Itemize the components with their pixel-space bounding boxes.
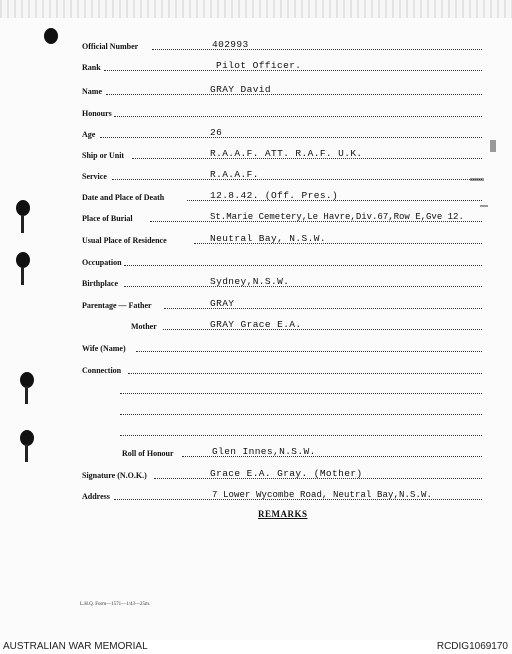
dotted-line — [128, 373, 482, 374]
dotted-line — [120, 393, 482, 394]
scan-speck — [480, 205, 488, 207]
field-wife — [0, 340, 512, 354]
field-value: R.A.A.F. ATT. R.A.F. U.K. — [210, 148, 363, 159]
dotted-line — [120, 414, 482, 415]
field-label: Place of Burial — [82, 214, 133, 223]
dotted-line — [120, 435, 482, 436]
field-official-number — [0, 38, 512, 52]
field-label: Connection — [82, 366, 122, 375]
field-label: Usual Place of Residence — [82, 236, 167, 245]
field-address — [0, 488, 512, 502]
dotted-line — [106, 94, 482, 95]
field-signature — [0, 467, 512, 481]
field-age — [0, 126, 512, 140]
field-mother — [0, 318, 512, 332]
dotted-line — [124, 265, 482, 266]
field-service — [0, 168, 512, 182]
field-value: Glen Innes,N.S.W. — [212, 446, 316, 457]
footer-source: AUSTRALIAN WAR MEMORIAL — [3, 641, 148, 652]
field-value: 12.8.42. (Off. Pres.) — [210, 190, 339, 201]
dotted-line — [114, 116, 482, 117]
dotted-line — [136, 351, 482, 352]
field-label: Mother — [131, 322, 157, 331]
field-label: Service — [82, 172, 107, 181]
print-code: L.H.Q. Form—1571—1/43—25m. — [80, 602, 151, 607]
field-residence — [0, 232, 512, 246]
field-label: Date and Place of Death — [82, 193, 165, 202]
connection-line — [0, 403, 512, 417]
field-burial — [0, 210, 512, 224]
field-value: GRAY David — [210, 84, 272, 95]
field-value: GRAY — [210, 298, 235, 309]
field-label: Parentage — Father — [82, 301, 152, 310]
field-label: Honours — [82, 109, 112, 118]
field-label: Age — [82, 130, 96, 139]
field-father — [0, 297, 512, 311]
field-value: 26 — [210, 127, 223, 138]
footer-id: RCDIG1069170 — [436, 641, 508, 652]
field-connection — [0, 362, 512, 376]
field-value: Sydney,N.S.W. — [210, 276, 290, 287]
field-label: Birthplace — [82, 279, 118, 288]
field-label: Official Number — [82, 42, 139, 51]
field-death — [0, 189, 512, 203]
field-label: Name — [82, 87, 102, 96]
field-label: Signature (N.O.K.) — [82, 471, 147, 480]
dotted-line — [124, 286, 482, 287]
field-label: Ship or Unit — [82, 151, 125, 160]
field-ship-or-unit — [0, 147, 512, 161]
field-value: Grace E.A. Gray. (Mother) — [210, 468, 363, 479]
field-label: Rank — [82, 63, 101, 72]
scan-edge — [0, 0, 512, 18]
field-occupation — [0, 254, 512, 268]
connection-line — [0, 382, 512, 396]
field-value: GRAY Grace E.A. — [210, 319, 302, 330]
field-birthplace — [0, 275, 512, 289]
field-value: Pilot Officer. — [216, 60, 302, 71]
field-rank — [0, 59, 512, 73]
footer-bar — [0, 640, 512, 654]
dotted-line — [112, 179, 482, 180]
field-label: Roll of Honour — [122, 449, 174, 458]
field-roll-of-honour — [0, 445, 512, 459]
dotted-line — [152, 49, 482, 50]
field-value: Neutral Bay, N.S.W. — [210, 233, 326, 244]
remarks-heading: REMARKS — [258, 509, 308, 519]
field-name — [0, 83, 512, 97]
field-value: R.A.A.F. — [210, 169, 259, 180]
connection-line — [0, 424, 512, 438]
field-value: 7 Lower Wycombe Road, Neutral Bay,N.S.W. — [212, 490, 433, 500]
field-value: St.Marie Cemetery,Le Havre,Div.67,Row E,Gve 12. — [210, 212, 464, 222]
field-value: 402993 — [212, 39, 249, 50]
field-honours — [0, 105, 512, 119]
field-label: Occupation — [82, 258, 122, 267]
field-label: Address — [82, 492, 110, 501]
field-label: Wife (Name) — [82, 344, 126, 353]
dotted-line — [100, 137, 482, 138]
